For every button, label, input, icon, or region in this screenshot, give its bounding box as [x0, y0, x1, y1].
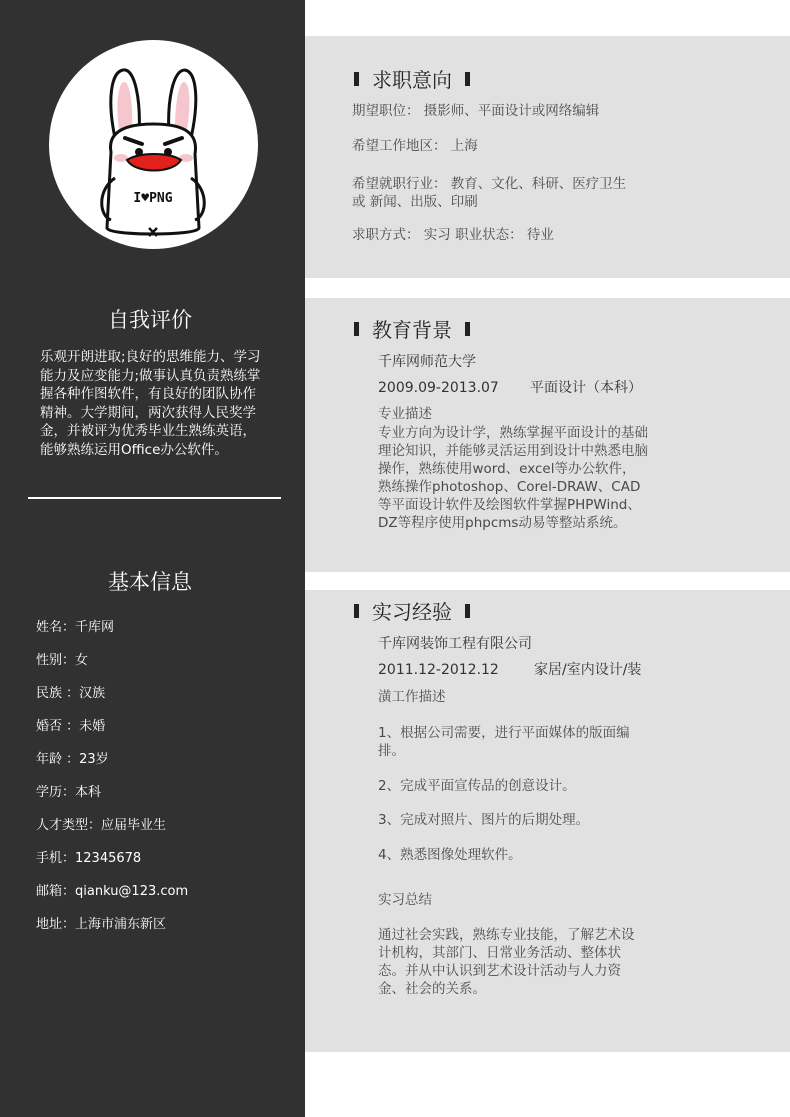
info-email: 邮箱：qianku@123.com [36, 884, 189, 899]
internship-heading-text: 实习经验 [372, 600, 452, 624]
internship-role: 家居/室内设计/装 [534, 662, 642, 678]
intent-position: 期望职位： 摄影师、平面设计或网络编辑 [352, 103, 600, 119]
intent-mode: 求职方式： 实习 职业状态： 待业 [352, 227, 554, 243]
education-desc: 专业方向为设计学，熟练掌握平面设计的基础理论知识，并能够灵活运用到设计中熟悉电脑操作，熟练使用word、excel等办公软件，熟练操作photoshop、Corel-DRAW、CAD等平面设计软件及绘图软件掌握PHPWind、DZ等程序使用phpcms动易等整站系统。 [378, 425, 648, 531]
education-period: 2009.09-2013.07 [378, 380, 499, 396]
sidebar-divider [28, 497, 281, 499]
internship-duty-2: 2、完成平面宣传品的创意设计。 [378, 778, 576, 794]
internship-duty-4: 4、熟悉图像处理软件。 [378, 847, 522, 863]
intent-area: 希望工作地区： 上海 [352, 138, 478, 154]
internship-period: 2011.12-2012.12 [378, 662, 499, 678]
intent-heading [354, 64, 470, 93]
heading-bar-right [465, 72, 470, 86]
heading-bar-left [354, 72, 359, 86]
info-gender: 性别：女 [36, 653, 89, 668]
avatar [49, 40, 258, 249]
avatar-shirt-text: I♥PNG [133, 191, 173, 206]
intent-heading-text: 求职意向 [372, 68, 452, 92]
internship-duty-3: 3、完成对照片、图片的后期处理。 [378, 812, 590, 828]
self-eval-text: 乐观开朗进取;良好的思维能力、学习能力及应变能力;做事认真负责熟练掌握各种作图软件，有良好的团队协作精神。大学期间，两次获得人民奖学金，并被评为优秀毕业生熟练英语，能够熟练运用Office办公软件。 [40, 349, 261, 458]
basic-info-list [36, 618, 188, 948]
education-desc-title: 专业描述 [378, 406, 432, 422]
self-eval-heading: 自我评价 [108, 308, 192, 332]
info-address: 地址：上海市浦东新区 [36, 917, 167, 932]
education-school: 千库网师范大学 [378, 354, 476, 370]
intent-industry: 希望就职行业： 教育、文化、科研、医疗卫生 或 新闻、出版、印刷 [352, 176, 627, 210]
basic-info-heading: 基本信息 [108, 570, 192, 594]
info-marital: 婚否 ：未婚 [36, 719, 106, 734]
internship-duty-1: 1、根据公司需要，进行平面媒体的版面编排。 [378, 725, 630, 759]
rabbit-illustration [49, 40, 258, 249]
heading-bar-right [465, 604, 470, 618]
heading-bar-left [354, 604, 359, 618]
info-age: 年龄 ：23岁 [36, 752, 109, 767]
internship-work-title: 潢工作描述 [378, 689, 446, 705]
internship-summary-title: 实习总结 [378, 892, 432, 908]
internship-summary: 通过社会实践，熟练专业技能，了解艺术设计机构，其部门、日常业务活动、整体状态。并从中认识到艺术设计活动与人力资金、社会的关系。 [378, 927, 635, 997]
education-major: 平面设计（本科） [530, 380, 642, 396]
info-ethnicity: 民族 ：汉族 [36, 686, 106, 701]
education-heading [354, 314, 470, 343]
heading-bar-right [465, 322, 470, 336]
internship-heading [354, 596, 470, 625]
info-name: 姓名：千库网 [36, 620, 115, 635]
heading-bar-left [354, 322, 359, 336]
info-phone: 手机：12345678 [36, 851, 142, 866]
internship-company: 千库网装饰工程有限公司 [378, 636, 532, 652]
education-heading-text: 教育背景 [372, 318, 452, 342]
info-talent-type: 人才类型：应届毕业生 [36, 818, 167, 833]
info-education: 学历：本科 [36, 785, 102, 800]
sidebar [0, 0, 305, 1117]
